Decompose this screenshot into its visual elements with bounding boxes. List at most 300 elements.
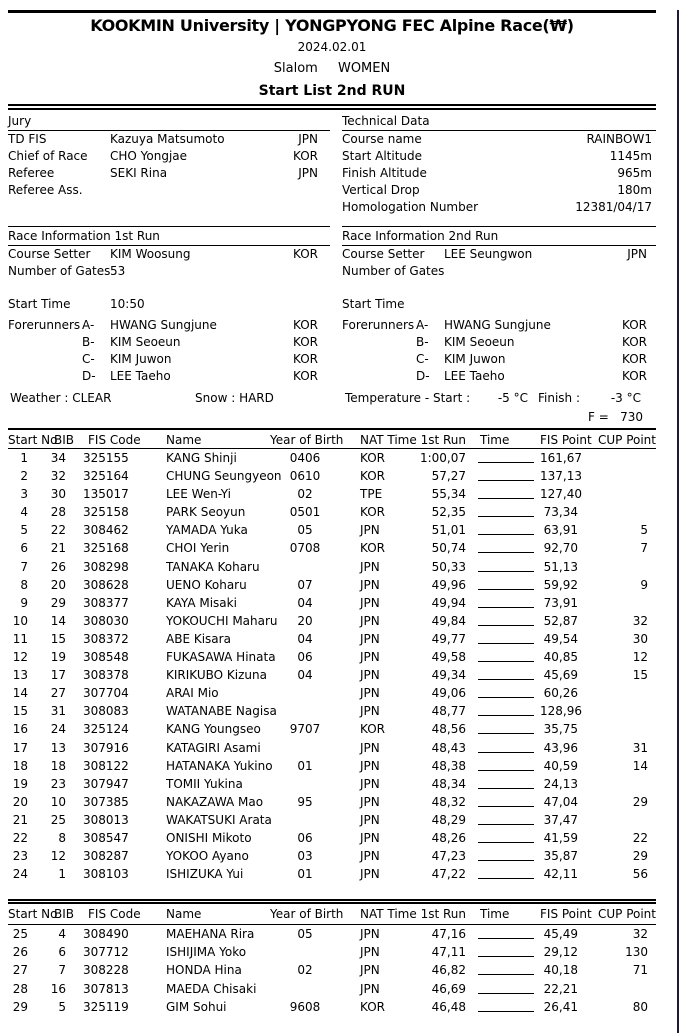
cell-fis-point: 42,11	[543, 867, 578, 882]
cell-yob: 02	[297, 963, 313, 978]
cell-nat: KOR	[360, 451, 385, 465]
forerunner-id: D-	[82, 369, 96, 383]
cell-start-no: 1	[20, 451, 28, 465]
cell-yob	[270, 558, 340, 576]
forerunners-label-2	[342, 351, 416, 368]
cell-nat: JPN	[360, 867, 380, 882]
cell-bib: 24	[50, 722, 66, 737]
cell-nat: JPN	[360, 740, 380, 755]
forerunner-nation: KOR	[293, 335, 318, 349]
time-blank-line	[478, 1011, 534, 1012]
technical-label: Vertical Drop	[342, 183, 420, 197]
cell-name: KAYA Misaki	[166, 595, 237, 610]
cell-time-1st-run: 46,48	[431, 999, 466, 1014]
cell-cup-point	[584, 684, 656, 702]
start-time-value-2	[444, 296, 656, 313]
cell-time-blank	[466, 521, 540, 539]
cell-bib: 30	[50, 487, 66, 502]
cell-name: KANG Youngseo	[166, 722, 261, 737]
jury-row	[8, 148, 330, 165]
technical-value: 1145m	[609, 149, 652, 163]
cell-time-1st-run: 49,77	[431, 631, 466, 646]
cell-time-blank	[466, 449, 540, 467]
start-list-table-1	[8, 428, 656, 883]
technical-value: 965m	[617, 166, 652, 180]
cell-cup-point: 29	[632, 849, 648, 864]
cell-name: YOKOO Ayano	[166, 849, 249, 864]
jury-name: Kazuya Matsumoto	[110, 132, 225, 146]
time-blank-line	[478, 643, 534, 644]
cell-name: ARAI Mio	[166, 686, 219, 701]
forerunner-nation: KOR	[293, 369, 318, 383]
race-info-1st	[8, 226, 330, 385]
cell-name: KIRIKUBO Kizuna	[166, 668, 267, 683]
forerunner-nation: KOR	[293, 318, 318, 332]
time-blank-line	[478, 625, 534, 626]
cell-nat: JPN	[360, 830, 380, 845]
time-blank-line	[478, 878, 534, 879]
cell-nat: JPN	[360, 559, 380, 574]
cell-cup-point	[584, 702, 656, 720]
col-header-cup-point: CUP Point	[597, 433, 656, 447]
cell-bib: 6	[58, 945, 66, 960]
cell-nat: JPN	[360, 613, 380, 628]
cell-bib: 32	[50, 469, 66, 484]
discipline: Slalom	[273, 61, 318, 76]
cell-fis-code: 308547	[83, 830, 129, 845]
jury-row	[8, 182, 330, 199]
jury-nation: JPN	[298, 132, 318, 146]
cell-yob: 05	[297, 523, 313, 538]
time-blank-line	[478, 770, 534, 771]
cell-time-blank	[466, 684, 540, 702]
snow-value: HARD	[239, 391, 274, 405]
forerunner-row	[8, 351, 330, 368]
jury-name	[110, 182, 288, 199]
cell-start-no: 19	[12, 776, 28, 791]
technical-label: Finish Altitude	[342, 166, 427, 180]
cell-name: NAKAZAWA Mao	[166, 794, 264, 809]
cell-bib: 34	[50, 451, 66, 465]
cell-time-blank	[466, 702, 540, 720]
header-double-rule	[8, 104, 656, 110]
cell-start-no: 10	[12, 613, 28, 628]
cell-time-1st-run: 48,26	[431, 830, 466, 845]
race-info-section	[8, 226, 656, 385]
time-blank-line	[478, 993, 534, 994]
cell-fis-point: 92,70	[543, 541, 578, 556]
forerunner-id: D-	[416, 369, 430, 383]
col-header-fis-point: FIS Point	[540, 433, 592, 447]
time-blank-line	[478, 860, 534, 861]
time-blank-line	[478, 462, 534, 463]
race-info-2nd-title: Race Information 2nd Run	[342, 226, 656, 246]
cell-bib: 7	[58, 963, 66, 978]
table-row	[8, 612, 656, 630]
cell-name: WAKATSUKI Arata	[166, 812, 272, 827]
table-header-2	[8, 904, 656, 925]
cell-fis-code: 325119	[83, 999, 129, 1014]
forerunner-row	[342, 334, 656, 351]
col-header-name: Name	[166, 907, 202, 922]
cell-bib: 16	[50, 981, 66, 996]
cell-name: CHOI Yerin	[166, 541, 230, 556]
cell-yob: 05	[297, 927, 313, 942]
time-blank-line	[478, 589, 534, 590]
cell-yob: 07	[297, 577, 313, 592]
cell-time-1st-run: 51,01	[431, 523, 466, 538]
col-header-yob: Year of Birth	[270, 907, 344, 922]
cell-nat: JPN	[360, 650, 380, 665]
cell-fis-code: 307712	[83, 945, 129, 960]
cell-time-1st-run: 49,94	[431, 595, 466, 610]
cell-name: UENO Koharu	[166, 577, 247, 592]
cell-bib: 19	[50, 650, 66, 665]
technical-data-row	[342, 165, 656, 182]
cell-time-blank	[466, 811, 540, 829]
cell-start-no: 3	[20, 487, 28, 502]
cell-fis-point: 22,21	[543, 981, 578, 996]
cell-nat: JPN	[360, 631, 380, 646]
gates-label: Number of Gates	[8, 264, 111, 278]
technical-value: RAINBOW1	[586, 132, 652, 146]
cell-fis-code: 307385	[83, 794, 129, 809]
cell-fis-point: 128,96	[540, 704, 582, 719]
cell-yob: 03	[297, 849, 313, 864]
weather	[10, 390, 111, 407]
cell-yob	[270, 943, 340, 961]
jury-section	[8, 113, 330, 223]
col-header-time-1st-run: Time 1st Run	[387, 907, 466, 922]
cell-name: ONISHI Mikoto	[166, 830, 252, 845]
f-factor-label: F =	[588, 410, 609, 424]
cell-fis-point: 49,54	[543, 631, 578, 646]
cell-nat: JPN	[360, 758, 380, 773]
forerunner-nation: KOR	[622, 335, 647, 349]
cell-start-no: 28	[12, 981, 28, 996]
cell-yob: 04	[297, 595, 313, 610]
gates-value: 53	[110, 264, 126, 278]
cell-cup-point: 32	[632, 927, 648, 942]
cell-time-1st-run: 50,74	[431, 541, 466, 556]
forerunner-name: KIM Juwon	[444, 352, 506, 366]
course-setter-label-2: Course Setter	[342, 247, 425, 261]
jury-nation	[288, 182, 330, 199]
cell-nat: JPN	[360, 927, 380, 942]
cell-time-1st-run: 48,38	[431, 758, 466, 773]
course-setter-nation: KOR	[293, 247, 318, 261]
time-blank-line	[478, 806, 534, 807]
cell-fis-point: 137,13	[540, 469, 582, 484]
cell-fis-code: 325168	[83, 541, 129, 556]
cell-yob: 04	[297, 668, 313, 683]
cell-name: HATANAKA Yukino	[166, 758, 273, 773]
time-blank-line	[478, 607, 534, 608]
cell-yob	[270, 684, 340, 702]
cell-fis-point: 40,59	[543, 758, 578, 773]
technical-data-title: Technical Data	[342, 113, 656, 131]
cell-nat: JPN	[360, 981, 380, 996]
cell-bib: 18	[50, 758, 66, 773]
forerunners-label-2	[342, 368, 416, 385]
cell-name: ISHIJIMA Yoko	[166, 945, 247, 960]
cell-time-blank	[466, 594, 540, 612]
cell-time-blank	[466, 720, 540, 738]
table-row	[8, 449, 656, 467]
cell-nat: KOR	[360, 999, 385, 1014]
cell-start-no: 17	[12, 740, 28, 755]
cell-start-no: 7	[20, 559, 28, 574]
cell-cup-point: 30	[632, 631, 648, 646]
cell-start-no: 9	[20, 595, 28, 610]
cell-yob: 95	[297, 794, 313, 809]
cell-yob: 0406	[289, 451, 321, 465]
cell-fis-point: 51,13	[543, 559, 578, 574]
cell-time-1st-run: 1:00,07	[419, 451, 466, 465]
table-row	[8, 829, 656, 847]
cell-fis-point: 41,59	[543, 830, 578, 845]
cell-fis-code: 308228	[83, 963, 129, 978]
cell-start-no: 2	[20, 469, 28, 484]
forerunner-row	[342, 368, 656, 385]
cell-time-blank	[466, 539, 540, 557]
cell-start-no: 6	[20, 541, 28, 556]
cell-time-1st-run: 46,69	[431, 981, 466, 996]
page-title: KOOKMIN University | YONGPYONG FEC Alpine Race(₩)	[90, 16, 574, 35]
cell-yob: 06	[297, 830, 313, 845]
cell-time-blank	[466, 998, 540, 1016]
cell-name: KATAGIRI Asami	[166, 740, 261, 755]
table-row	[8, 539, 656, 557]
cell-time-1st-run: 46,82	[431, 963, 466, 978]
cell-time-blank	[466, 558, 540, 576]
col-header-time: Time	[480, 433, 510, 447]
cell-bib: 27	[50, 686, 66, 701]
cell-nat: JPN	[360, 595, 380, 610]
time-blank-line	[478, 715, 534, 716]
cell-fis-point: 73,91	[543, 595, 578, 610]
cell-bib: 29	[50, 595, 66, 610]
cell-cup-point: 15	[632, 668, 648, 683]
cell-fis-code: 307813	[83, 981, 129, 996]
cell-cup-point: 14	[632, 758, 648, 773]
cell-bib: 15	[50, 631, 66, 646]
table-row	[8, 847, 656, 865]
cell-name: TANAKA Koharu	[166, 559, 260, 574]
cell-bib: 8	[58, 830, 66, 845]
forerunner-nation: KOR	[622, 318, 647, 332]
cell-bib: 31	[50, 704, 66, 719]
table-row	[8, 757, 656, 775]
technical-value: 180m	[617, 183, 652, 197]
jury-name: CHO Yongjae	[110, 149, 188, 163]
cell-name: TOMII Yukina	[166, 776, 243, 791]
cell-fis-code: 325158	[83, 505, 129, 520]
cell-bib: 26	[50, 559, 66, 574]
cell-time-blank	[466, 793, 540, 811]
cell-cup-point: 130	[625, 945, 648, 960]
cell-yob: 0501	[289, 505, 321, 520]
forerunner-name: HWANG Sungjune	[110, 318, 217, 332]
table-body-1	[8, 449, 656, 883]
forerunner-id: C-	[416, 352, 429, 366]
forerunners-2nd-list	[342, 317, 656, 385]
jury-nation: KOR	[293, 149, 318, 163]
cell-fis-point: 52,87	[543, 613, 578, 628]
cell-time-blank	[466, 865, 540, 883]
cell-yob	[270, 980, 340, 998]
cell-start-no: 14	[12, 686, 28, 701]
table-row	[8, 702, 656, 720]
cell-fis-code: 135017	[83, 487, 129, 502]
course-setter-label: Course Setter	[8, 247, 91, 261]
table-row	[8, 630, 656, 648]
cell-yob: 02	[297, 487, 313, 502]
cell-yob	[270, 739, 340, 757]
table-row	[8, 865, 656, 883]
time-blank-line	[478, 697, 534, 698]
cell-time-blank	[466, 829, 540, 847]
cell-name: CHUNG Seungyeon	[166, 469, 282, 484]
table-row	[8, 739, 656, 757]
time-blank-line	[478, 788, 534, 789]
cell-fis-point: 47,04	[543, 794, 578, 809]
course-setter-nation-2: JPN	[627, 247, 647, 261]
cell-start-no: 5	[20, 523, 28, 538]
cell-fis-code: 308377	[83, 595, 129, 610]
forerunner-name: KIM Seoeun	[110, 335, 181, 349]
event-date: 2024.02.01	[297, 40, 367, 54]
technical-data-row	[342, 199, 656, 216]
cell-fis-code: 308490	[83, 927, 129, 942]
table-row	[8, 961, 656, 979]
gates-value-2	[444, 263, 656, 280]
cell-bib: 12	[50, 849, 66, 864]
cell-fis-point: 37,47	[543, 812, 578, 827]
cell-yob	[270, 775, 340, 793]
cell-fis-point: 43,96	[543, 740, 578, 755]
cell-fis-code: 308372	[83, 631, 129, 646]
forerunner-name: LEE Taeho	[110, 369, 171, 383]
cell-fis-point: 29,12	[543, 945, 578, 960]
cell-start-no: 21	[12, 812, 28, 827]
cell-start-no: 29	[12, 999, 28, 1014]
temperature-label: Temperature - Start :	[345, 391, 471, 405]
cell-bib: 5	[58, 999, 66, 1014]
col-header-time: Time	[480, 907, 510, 922]
start-time-label: Start Time	[8, 297, 71, 311]
cell-start-no: 11	[12, 631, 28, 646]
cell-time-blank	[466, 503, 540, 521]
cell-cup-point	[584, 558, 656, 576]
race-info-2nd	[342, 226, 656, 385]
col-header-time-1st-run: Time 1st Run	[387, 433, 466, 447]
table-row	[8, 998, 656, 1016]
cell-yob: 04	[297, 631, 313, 646]
cell-time-1st-run: 48,32	[431, 794, 466, 809]
col-header-nat: NAT	[360, 433, 384, 447]
cell-time-blank	[466, 757, 540, 775]
table-row	[8, 811, 656, 829]
forerunners-1st	[8, 317, 330, 385]
document-page	[8, 10, 656, 1016]
cell-time-1st-run: 48,43	[431, 740, 466, 755]
cell-time-blank	[466, 943, 540, 961]
cell-name: MAEHANA Rira	[166, 927, 255, 942]
time-blank-line	[478, 480, 534, 481]
cell-nat: JPN	[360, 849, 380, 864]
cell-cup-point: 22	[632, 830, 648, 845]
top-rule	[8, 10, 656, 13]
cell-time-blank	[466, 630, 540, 648]
col-header-start-no: Start No	[8, 907, 58, 922]
cell-yob	[270, 811, 340, 829]
cell-fis-point: 161,67	[540, 451, 582, 465]
forerunner-row	[8, 334, 330, 351]
cell-time-blank	[466, 648, 540, 666]
col-header-start-no: Start No	[8, 433, 58, 447]
forerunner-id: C-	[82, 352, 95, 366]
cell-time-blank	[466, 739, 540, 757]
time-blank-line	[478, 824, 534, 825]
jury-role: Referee	[8, 166, 55, 180]
time-blank-line	[478, 752, 534, 753]
cell-name: YOKOUCHI Maharu	[166, 613, 278, 628]
cell-time-1st-run: 47,11	[431, 945, 466, 960]
start-time-label-2: Start Time	[342, 297, 405, 311]
forerunner-row	[8, 368, 330, 385]
cell-time-1st-run: 47,23	[431, 849, 466, 864]
cell-bib: 13	[50, 740, 66, 755]
cell-time-blank	[466, 980, 540, 998]
race-info-1st-title: Race Information 1st Run	[8, 226, 330, 246]
weather-label: Weather :	[10, 391, 69, 405]
cell-fis-code: 308122	[83, 758, 129, 773]
col-header-bib: BIB	[54, 907, 75, 922]
cell-bib: 25	[50, 812, 66, 827]
cell-bib: 28	[50, 505, 66, 520]
forerunners-label-2	[342, 334, 416, 351]
cell-cup-point	[584, 467, 656, 485]
table-row	[8, 720, 656, 738]
cell-fis-code: 325164	[83, 469, 129, 484]
table-row	[8, 684, 656, 702]
table-header-1	[8, 428, 656, 449]
cell-nat: KOR	[360, 469, 385, 484]
cell-cup-point: 32	[632, 613, 648, 628]
time-blank-line	[478, 733, 534, 734]
cell-fis-point: 40,18	[543, 963, 578, 978]
cell-bib: 14	[50, 613, 66, 628]
cell-cup-point	[584, 775, 656, 793]
col-header-fis-code: FIS Code	[88, 907, 141, 922]
cell-name: ISHIZUKA Yui	[166, 867, 244, 882]
cell-time-1st-run: 57,27	[431, 469, 466, 484]
snow	[195, 390, 274, 407]
technical-data-section	[342, 113, 656, 223]
cell-cup-point: 7	[640, 541, 648, 556]
start-list-table-2	[8, 899, 656, 1015]
table-row	[8, 576, 656, 594]
forerunner-id: A-	[416, 318, 429, 332]
cell-time-1st-run: 55,34	[431, 487, 466, 502]
cell-nat: JPN	[360, 812, 380, 827]
cell-yob: 0708	[289, 541, 321, 556]
cell-fis-code: 308083	[83, 704, 129, 719]
cell-nat: KOR	[360, 505, 385, 520]
cell-cup-point: 9	[640, 577, 648, 592]
cell-time-blank	[466, 485, 540, 503]
